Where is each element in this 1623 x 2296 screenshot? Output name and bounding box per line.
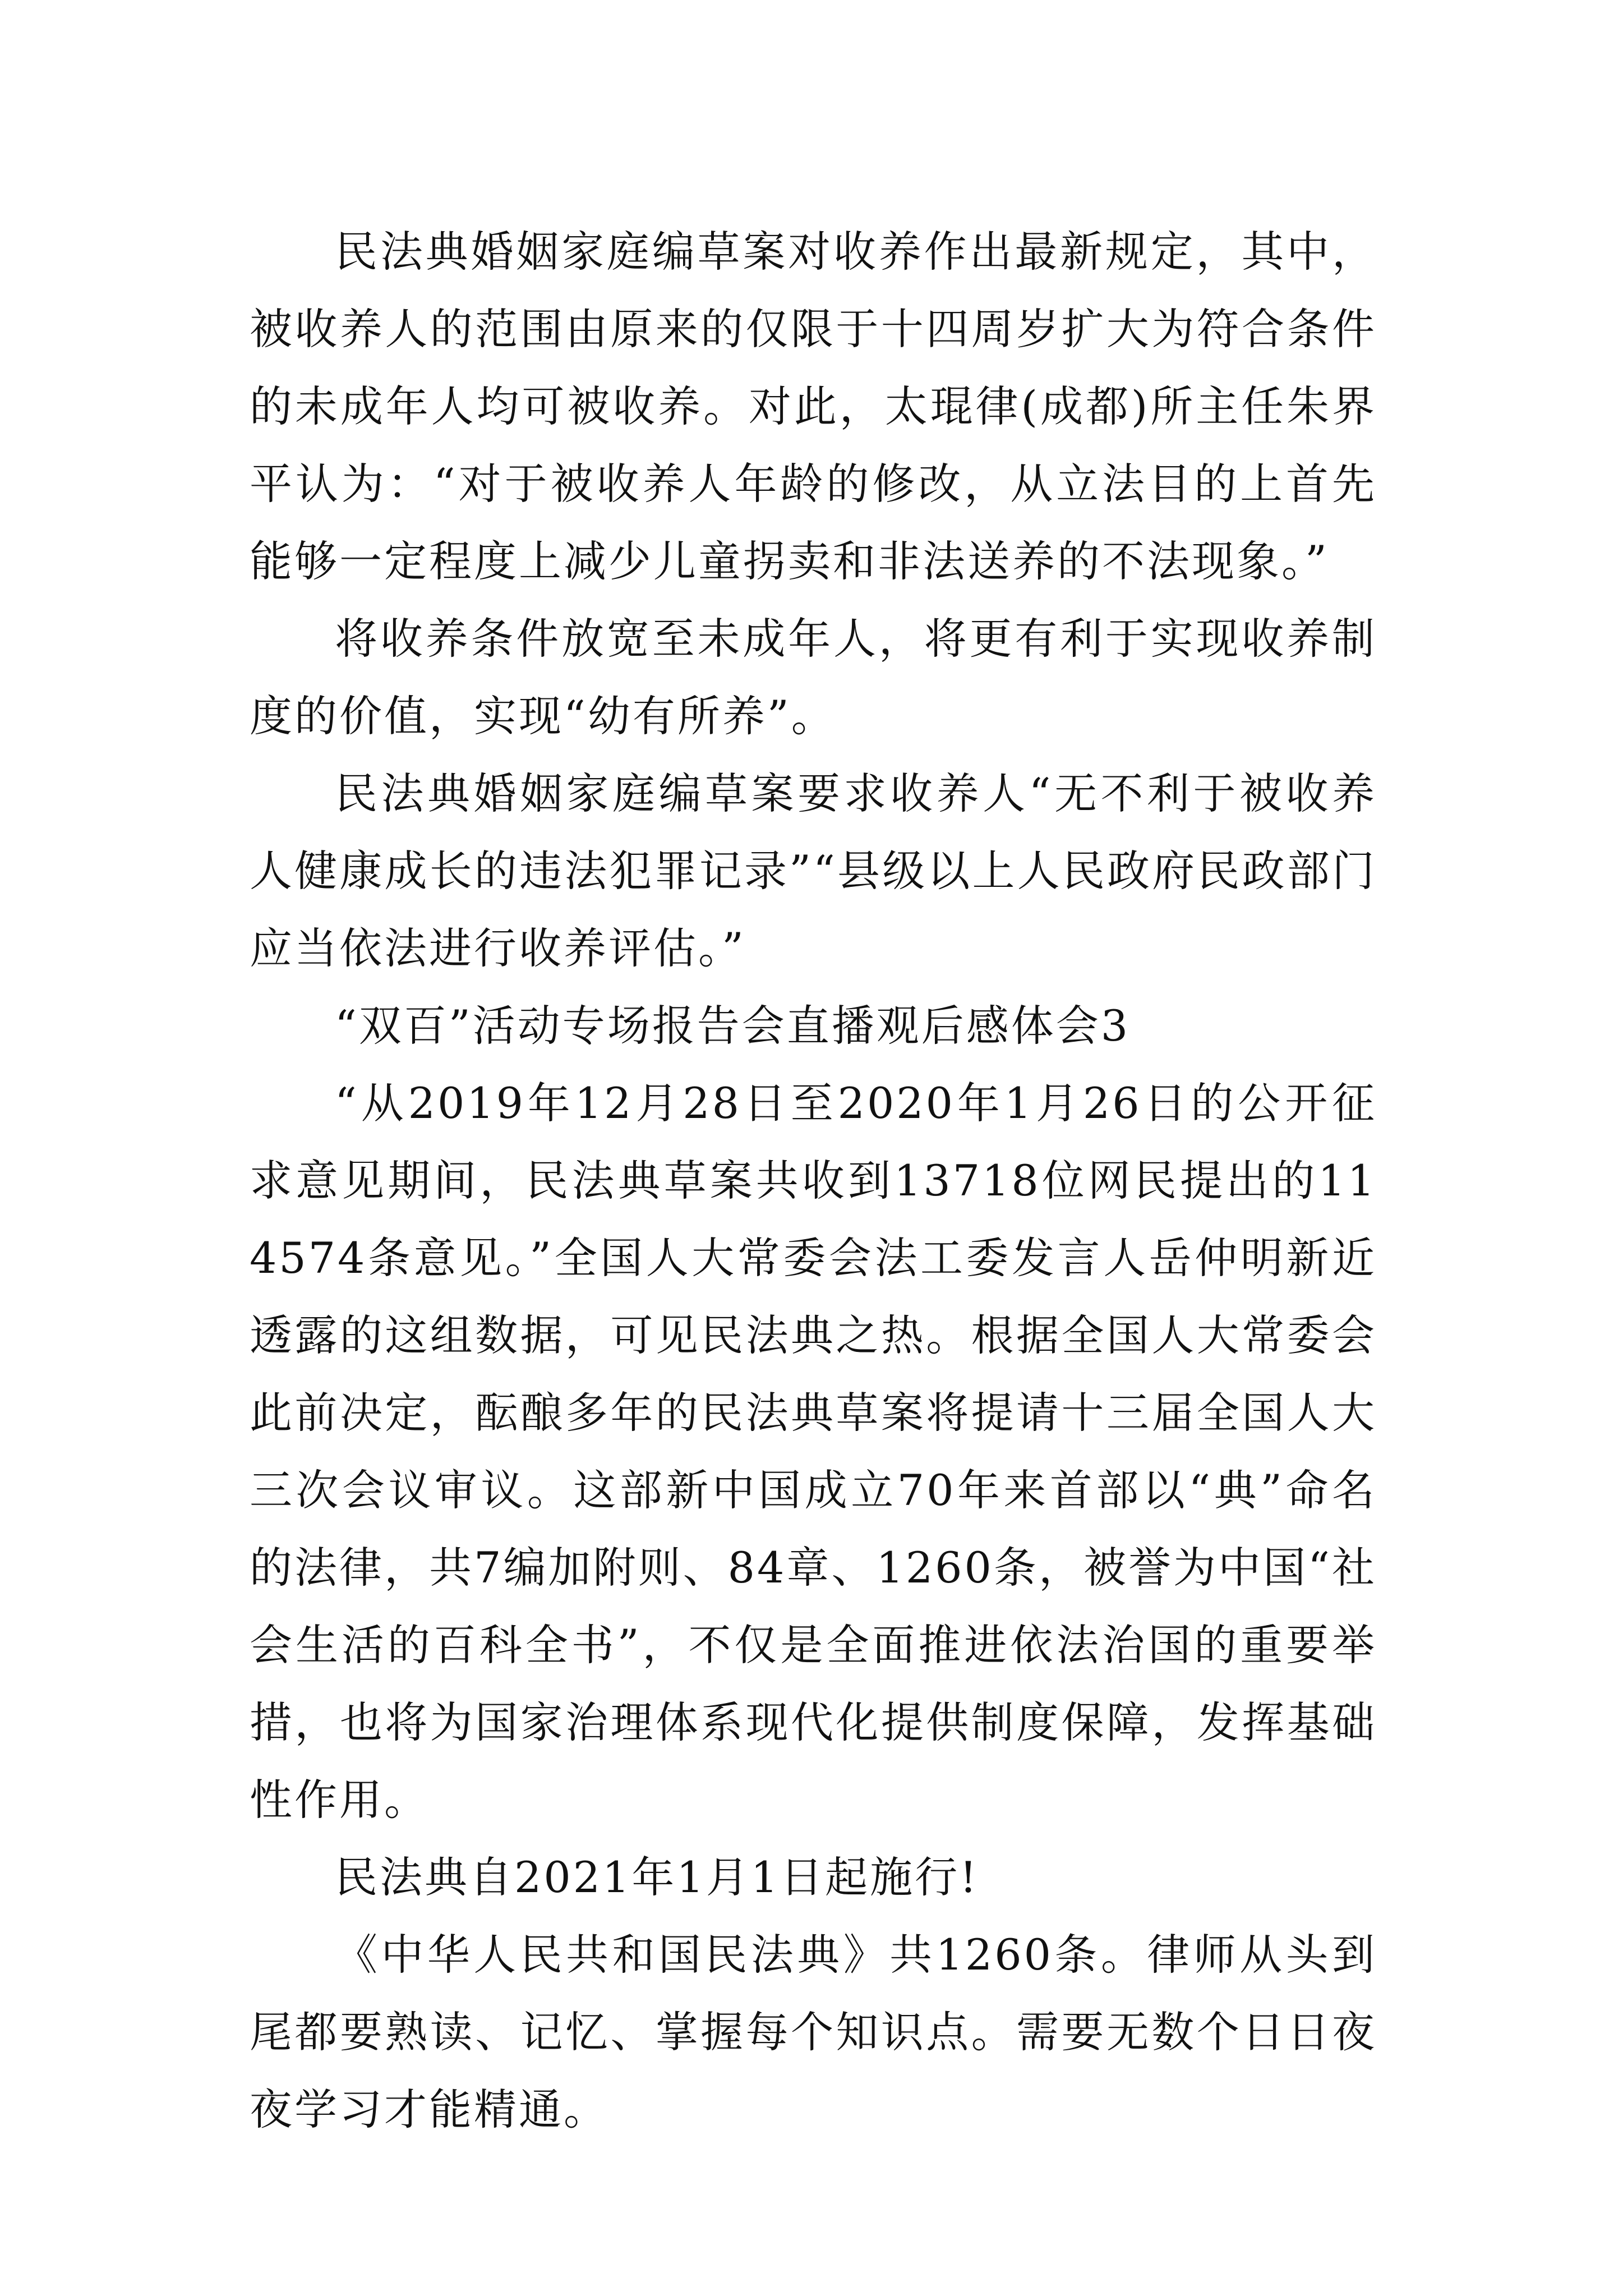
document-body [250, 213, 1377, 2148]
section-heading: “双百”活动专场报告会直播观后感体会3 [335, 1001, 1131, 1051]
paragraph-civil-code-study: 《中华人民共和国民法典》共1260条。律师从头到尾都要熟读、记忆、掌握每个知识点。需要无数个日日夜夜学习才能精通。 [250, 1930, 1377, 2134]
paragraph-public-comments: “从2019年12月28日至2020年1月26日的公开征求意见期间，民法典草案共收到13718位网民提出的114574条意见。”全国人大常委会法工委发言人岳仲明新近透露的这组数据，可见民法典之热。根据全国人大常委会此前决定，酝酿多年的民法典草案将提请十三届全国人大三次会议审议。这部新中国成立70年来首部以“典”命名的法律，共7编加附则、84章、1260条，被誉为中国“社会生活的百科全书”，不仅是全面推进依法治国的重要举措，也将为国家治理体系现代化提供制度保障，发挥基础性作用。 [250, 1078, 1377, 1825]
paragraph-adoption-conditions: 将收养条件放宽至未成年人，将更有利于实现收养制度的价值，实现“幼有所养”。 [250, 614, 1377, 741]
paragraph-adopter-requirements: 民法典婚姻家庭编草案要求收养人“无不利于被收养人健康成长的违法犯罪记录”“县级以上人民政府民政部门应当依法进行收养评估。” [250, 769, 1377, 973]
paragraph-adoption-rules: 民法典婚姻家庭编草案对收养作出最新规定，其中，被收养人的范围由原来的仅限于十四周岁扩大为符合条件的未成年人均可被收养。对此，太琨律(成都)所主任朱界平认为：“对于被收养人年龄的修改，从立法目的上首先能够一定程度上减少儿童拐卖和非法送养的不法现象。” [250, 227, 1377, 586]
paragraph-effective-date: 民法典自2021年1月1日起施行! [335, 1852, 979, 1902]
